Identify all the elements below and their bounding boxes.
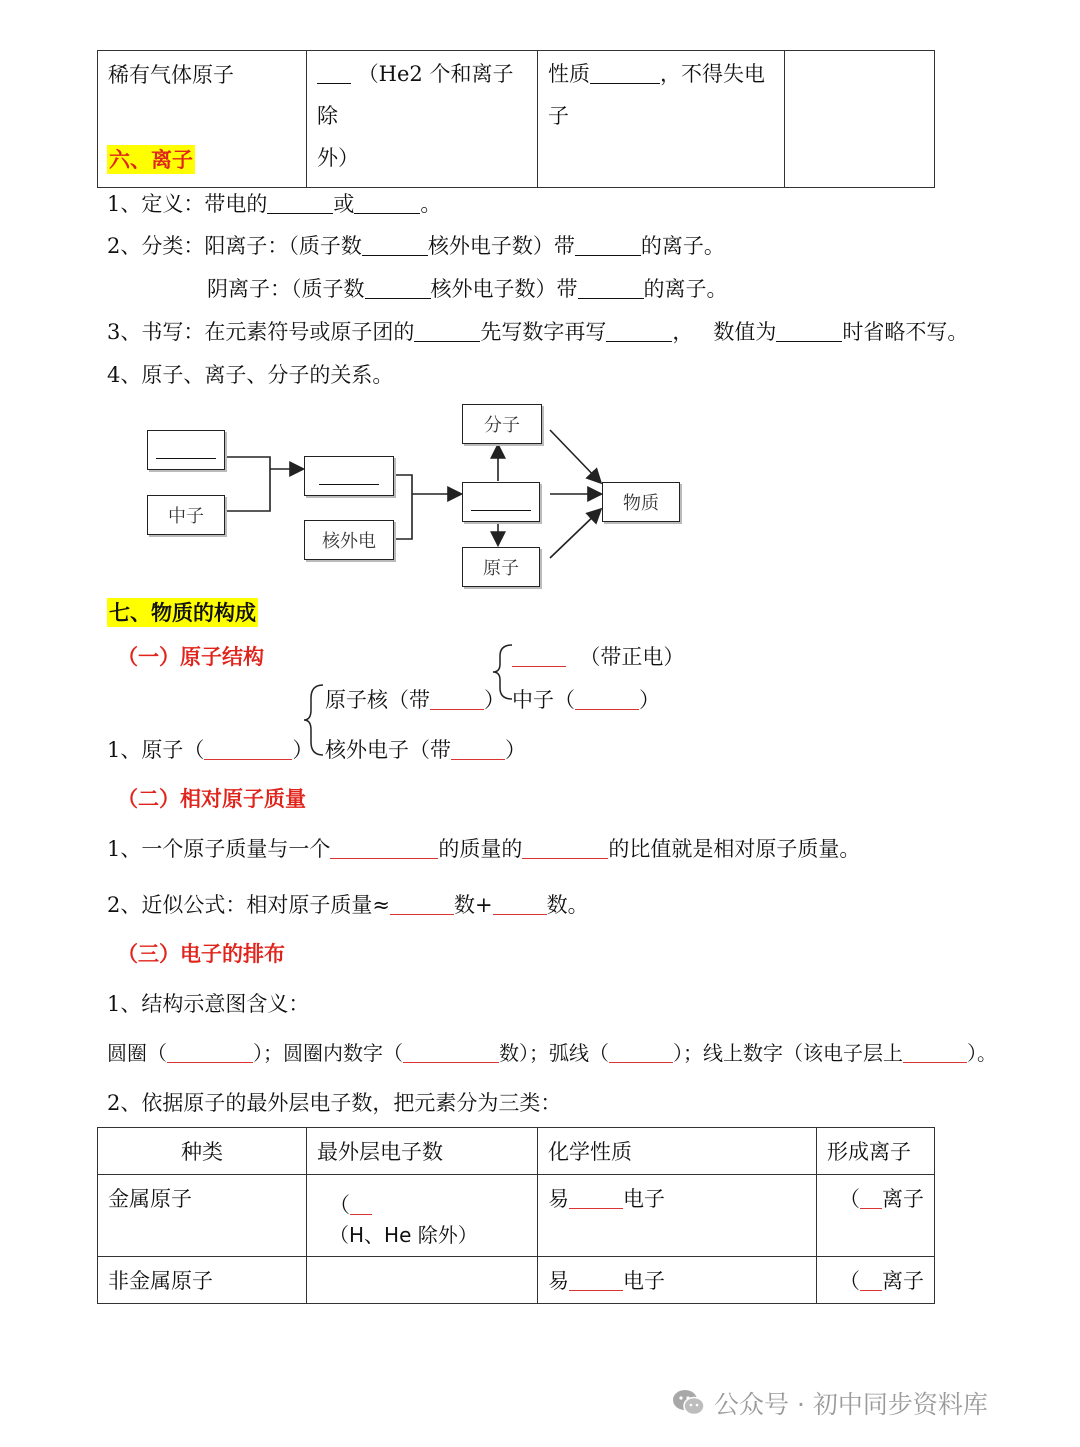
electron-count-cell: （He2 个和离子除 外） (307, 51, 538, 188)
section-6-title: 六、离子 (109, 147, 193, 172)
ion-definition-line: 1、定义：带电的 或 。 (107, 192, 442, 216)
header-cell: 化学性质 (538, 1128, 817, 1175)
molecule-box: 分子 (462, 404, 542, 444)
anion-line: 阴离子：（质子数 核外电子数）带 的离子。 (207, 277, 728, 301)
electron-box: 核外电 (304, 520, 394, 560)
table-row (98, 1257, 935, 1304)
header-cell: 种类 (98, 1128, 307, 1175)
metal-electrons-cell: （ （H、He 除外） (307, 1175, 538, 1257)
nonmetal-atom-cell: 非金属原子 (98, 1257, 307, 1304)
metal-property-cell: 易 电子 (538, 1175, 817, 1257)
atom-box: 原子 (462, 547, 540, 587)
watermark: 公众号 · 初中同步资料库 (672, 1385, 988, 1421)
relative-mass-definition: 1、一个原子质量与一个 的质量的 的比值就是相对原子质量。 (107, 837, 861, 861)
wechat-icon (672, 1388, 706, 1418)
neutron-line: 中子（ ） (512, 688, 660, 712)
proton-line: （带正电） (512, 641, 684, 671)
relationship-line: 4、原子、离子、分子的关系。 (107, 363, 394, 387)
element-class-table (97, 1127, 935, 1304)
electron-arrangement-heading: （三）电子的排布 (117, 941, 285, 966)
matter-box: 物质 (602, 482, 680, 522)
atom-structure-heading: （一）原子结构 (117, 644, 264, 669)
classification-line: 2、依据原子的最外层电子数，把元素分为三类： (107, 1091, 562, 1115)
table-row (98, 1175, 935, 1257)
ion-writing-line: 3、书写：在元素符号或原子团的 先写数字再写 ， 数值为 时省略不写。 (107, 320, 969, 344)
relative-mass-heading: （二）相对原子质量 (117, 786, 306, 811)
relative-mass-formula: 2、近似公式：相对原子质量≈ 数+ 数。 (107, 893, 589, 917)
nonmetal-property-cell: 易 电子 (538, 1257, 817, 1304)
header-cell: 形成离子 (817, 1128, 935, 1175)
diagram-meaning-line: 1、结构示意图含义： (107, 992, 310, 1016)
atom-line: 1、原子（ ） (107, 738, 314, 762)
metal-atom-cell: 金属原子 (98, 1175, 307, 1257)
noble-gas-cell: 稀有气体原子 (98, 51, 307, 188)
cation-line: 2、分类：阳离子：（质子数 核外电子数）带 的离子。 (107, 234, 725, 258)
neutron-box: 中子 (147, 495, 225, 535)
diagram-meaning-blanks: 圆圈（ ）；圆圈内数字（ 数）；弧线（ ）；线上数字（该电子层上 ）。 (107, 1041, 997, 1065)
electron-line: 核外电子（带 ） (325, 738, 526, 762)
nonmetal-electrons-cell (307, 1257, 538, 1304)
property-cell: 性质 ，不得失电 子 (538, 51, 785, 188)
nucleus-line: 原子核（带 ） (325, 688, 505, 712)
header-cell: 最外层电子数 (307, 1128, 538, 1175)
table-header-row (98, 1128, 935, 1175)
section-7-title: 七、物质的构成 (109, 600, 256, 625)
nonmetal-ion-cell: （ 离子 (817, 1257, 935, 1304)
metal-ion-cell: （ 离子 (817, 1175, 935, 1257)
